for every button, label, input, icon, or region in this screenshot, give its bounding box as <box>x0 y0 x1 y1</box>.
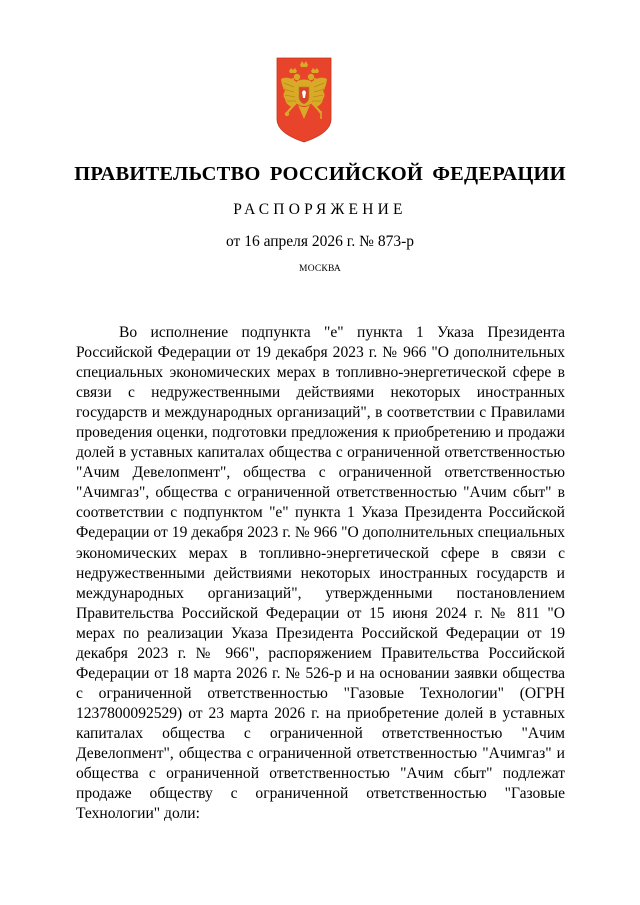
government-title: ПРАВИТЕЛЬСТВО РОССИЙСКОЙ ФЕДЕРАЦИИ <box>74 163 566 185</box>
document-place: МОСКВА <box>299 264 341 274</box>
body-paragraph: Во исполнение подпункта "е" пункта 1 Указа Президента Российской Федерации от 19 декабря 2023 г. № 966 "О дополнительных специальных экономических мерах в топливно-энергетической сфере в связи с недружественными действиями некоторых иностранных государств и международных организаций", в соответствии с Правилами проведения оценки, подготовки предложения к приобретению и продажи долей в уставных капиталах общества с ограниченной ответственностью "Ачим Девелопмент", общества с ограниченной ответственностью "Ачимгаз", общества с ограниченной ответственностью "Ачим сбыт" в соответствии с подпунктом "е" пункта 1 Указа Президента Российской Федерации от 19 декабря 2023 г. № 966 "О дополнительных специальных экономических мерах в топливно-энергетической сфере в связи с недружественными действиями некоторых иностранных государств и международных организаций", утвержденными постановлением Правительства Российской Федерации от 15 июня 2024 г. № 811 "О мерах по реализации Указа Президента Российской Федерации от 19 декабря 2023 г. № 966", распоряжением Правительства Российской Федерации от 18 марта 2026 г. № 526-р и на основании заявки общества с ограниченной ответственностью "Газовые Технологии" (ОГРН 1237800092529) от 23 марта 2026 г. на приобретение долей в уставных капиталах общества с ограниченной ответственностью "Ачим Девелопмент", общества с ограниченной ответственностью "Ачимгаз" и общества с ограниченной ответственностью "Ачим сбыт" подлежат продаже обществу с ограниченной ответственностью "Газовые Технологии" доли: <box>76 324 565 823</box>
document-date-number: от 16 апреля 2026 г. № 873-р <box>226 233 414 250</box>
coat-of-arms-icon <box>276 57 332 143</box>
document-type: РАСПОРЯЖЕНИЕ <box>233 201 407 218</box>
